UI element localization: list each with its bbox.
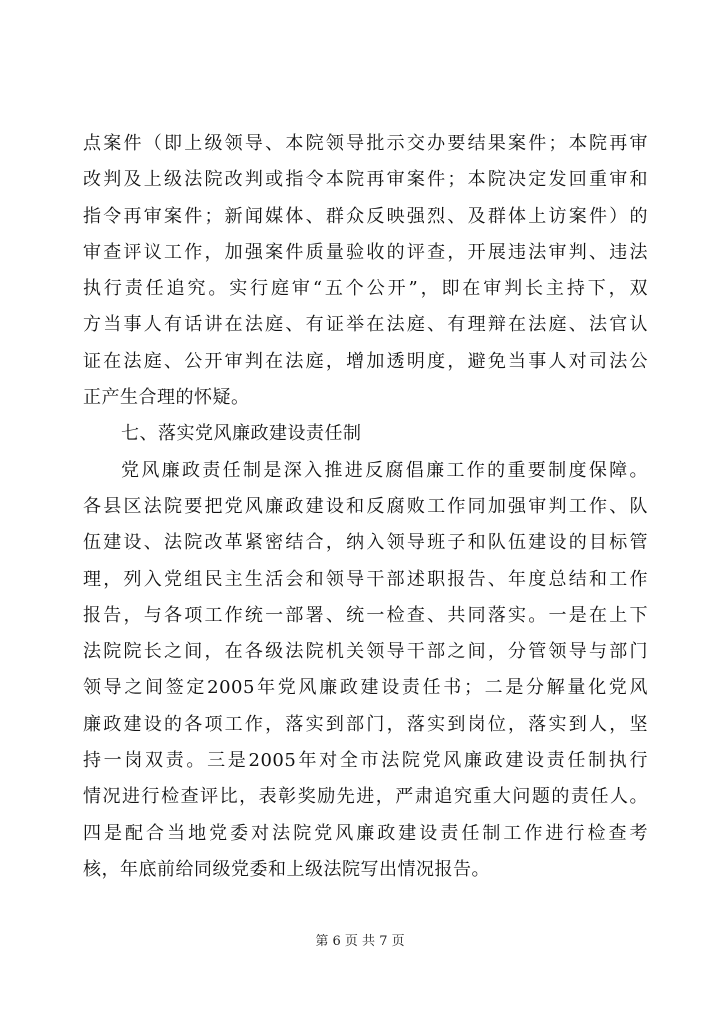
text-line: 改判及上级法院改判或指令本院再审案件；本院决定发回重审和: [83, 169, 648, 191]
body-text: [83, 126, 648, 888]
page-footer: 第 6 页 共 7 页: [315, 934, 405, 949]
text-line: 领导之间签定2005年党风廉政建设责任书；二是分解量化党风: [83, 677, 648, 699]
text-line: 正产生合理的怀疑。: [83, 387, 250, 409]
text-line: 执行责任追究。实行庭审“五个公开”，即在审判长主持下，双: [83, 278, 648, 300]
text-line: 点案件（即上级领导、本院领导批示交办要结果案件；本院再审: [83, 133, 648, 154]
section-heading: 七、落实党风廉政建设责任制: [121, 423, 362, 445]
text-line: 情况进行检查评比，表彰奖励先进，严肃追究重大问题的责任人。: [83, 786, 648, 808]
text-line: 廉政建设的各项工作，落实到部门，落实到岗位，落实到人，坚: [83, 713, 648, 735]
text-line: 持一岗双责。三是2005年对全市法院党风廉政建设责任制执行: [83, 750, 648, 772]
text-line: 理，列入党组民主生活会和领导干部述职报告、年度总结和工作: [83, 568, 648, 590]
text-line: 审查评议工作，加强案件质量验收的评查，开展违法审判、违法: [83, 241, 648, 263]
text-line: 核，年底前给同级党委和上级法院写出情况报告。: [83, 858, 490, 880]
text-line: 各县区法院要把党风廉政建设和反腐败工作同加强审判工作、队: [83, 495, 648, 517]
text-line: 伍建设、法院改革紧密结合，纳入领导班子和队伍建设的目标管: [83, 532, 648, 554]
text-line: 法院院长之间，在各级法院机关领导干部之间，分管领导与部门: [83, 641, 648, 663]
text-line: 方当事人有话讲在法庭、有证举在法庭、有理辩在法庭、法官认: [83, 314, 648, 336]
paragraph-first-line: 党风廉政责任制是深入推进反腐倡廉工作的重要制度保障。: [121, 459, 648, 481]
text-line: 证在法庭、公开审判在法庭，增加透明度，避免当事人对司法公: [83, 350, 648, 372]
text-line: 指令再审案件；新闻媒体、群众反映强烈、及群体上访案件）的: [83, 205, 648, 227]
text-line: 报告，与各项工作统一部署、统一检查、共同落实。一是在上下: [83, 604, 648, 626]
text-line: 四是配合当地党委对法院党风廉政建设责任制工作进行检查考: [83, 822, 648, 844]
